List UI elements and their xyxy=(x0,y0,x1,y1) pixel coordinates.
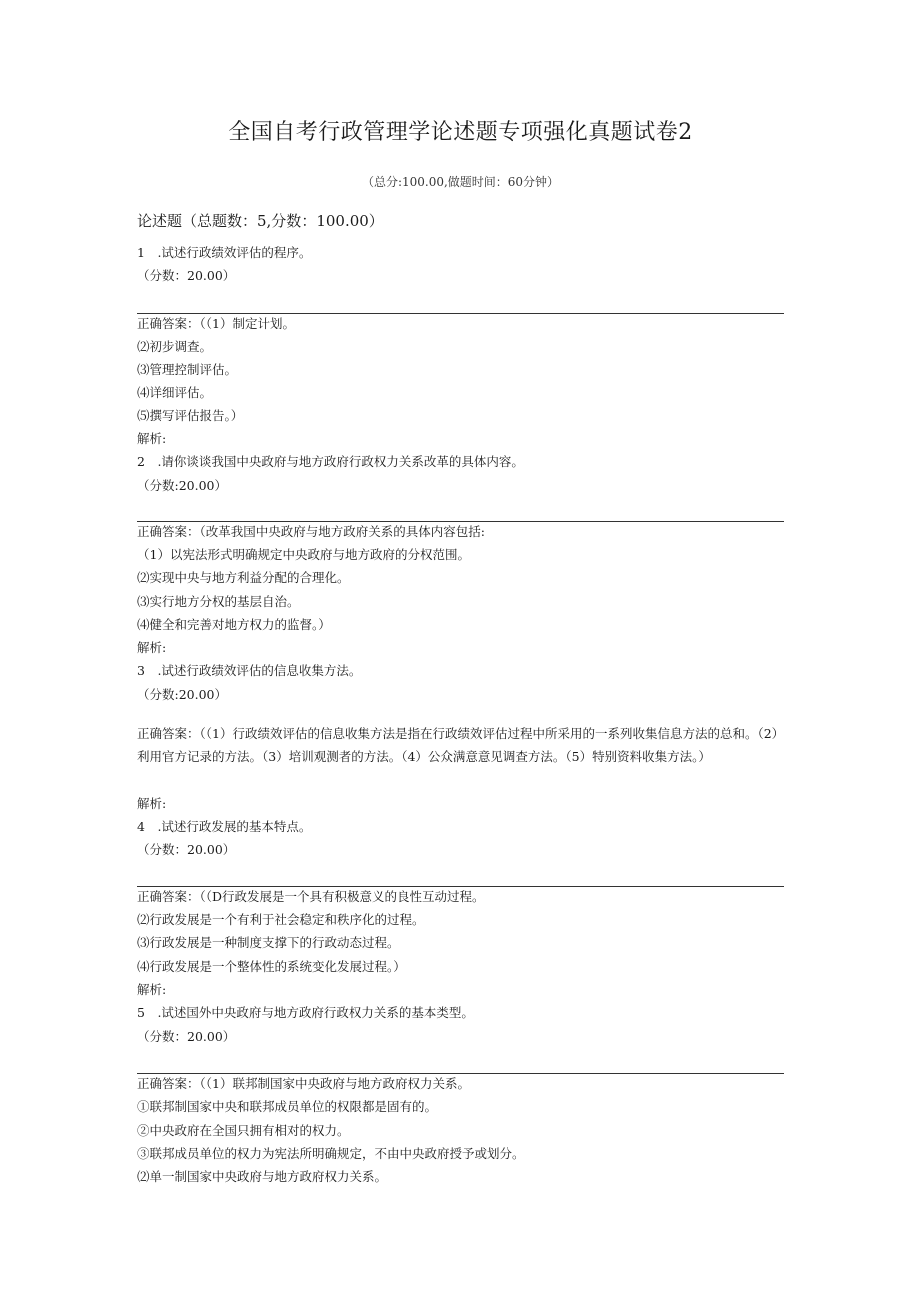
answer-4-line: ⑶行政发展是一种制度支撑下的行政动态过程。 xyxy=(137,935,400,950)
question-1-score: （分数：20.00） xyxy=(137,268,236,283)
answer-divider xyxy=(137,886,784,887)
answer-divider xyxy=(137,1073,784,1074)
question-3-score: （分数:20.00） xyxy=(137,687,227,702)
answer-4-line: ⑵行政发展是一个有利于社会稳定和秩序化的过程。 xyxy=(137,912,425,927)
answer-1-line: ⑸撰写评估报告。） xyxy=(137,408,244,423)
question-4-score: （分数：20.00） xyxy=(137,842,236,857)
document-title: 全国自考行政管理学论述题专项强化真题试卷2 xyxy=(228,120,693,145)
answer-2-line: （1）以宪法形式明确规定中央政府与地方政府的分权范围。 xyxy=(137,547,470,562)
question-4: 4 .试述行政发展的基本特点。 xyxy=(137,819,312,834)
section-heading: 论述题（总题数：5,分数：100.00） xyxy=(137,212,384,230)
answer-divider xyxy=(137,521,784,522)
answer-1-line: ⑵初步调查。 xyxy=(137,339,213,354)
answer-5-line: ⑵单一制国家中央政府与地方政府权力关系。 xyxy=(137,1169,388,1184)
answer-4-line: 正确答案：（（D行政发展是一个具有积极意义的良性互动过程。 xyxy=(137,889,485,904)
question-2-score: （分数:20.00） xyxy=(137,478,227,493)
answer-2-line: ⑶实行地方分权的基层自治。 xyxy=(137,594,300,609)
answer-5-line: ③联邦成员单位的权力为宪法所明确规定，不由中央政府授予或划分。 xyxy=(137,1146,525,1161)
answer-5-line: ①联邦制国家中央和联邦成员单位的权限都是固有的。 xyxy=(137,1099,438,1114)
analysis-3: 解析: xyxy=(137,796,167,811)
answer-2-line: 正确答案：（改革我国中央政府与地方政府关系的具体内容包括: xyxy=(137,524,485,539)
exam-info: （总分:100.00,做题时间：60分钟） xyxy=(361,175,560,189)
answer-2-line: ⑵实现中央与地方利益分配的合理化。 xyxy=(137,570,350,585)
answer-1-line: 正确答案：（（1）制定计划。 xyxy=(137,316,295,331)
answer-1-line: ⑶管理控制评估。 xyxy=(137,362,238,377)
analysis-2: 解析: xyxy=(137,640,167,655)
analysis-1: 解析: xyxy=(137,431,167,446)
answer-1-line: ⑷详细评估。 xyxy=(137,385,213,400)
answer-5-line: ②中央政府在全国只拥有相对的权力。 xyxy=(137,1123,350,1138)
answer-2-line: ⑷健全和完善对地方权力的监督。） xyxy=(137,617,331,632)
answer-3-paragraph: 正确答案：（（1）行政绩效评估的信息收集方法是指在行政绩效评估过程中所采用的一系列收集信息方法的总和。（2）利用官方记录的方法。（3）培训观测者的方法。（4）公众满意意见调查方法。（5）特别资料收集方法。） xyxy=(137,726,778,764)
question-5: 5 .试述国外中央政府与地方政府行政权力关系的基本类型。 xyxy=(137,1005,474,1020)
question-1: 1 .试述行政绩效评估的程序。 xyxy=(137,245,312,260)
question-3: 3 .试述行政绩效评估的信息收集方法。 xyxy=(137,663,362,678)
answer-divider xyxy=(137,313,784,314)
analysis-4: 解析: xyxy=(137,982,167,997)
question-5-score: （分数：20.00） xyxy=(137,1029,236,1044)
answer-4-line: ⑷行政发展是一个整体性的系统变化发展过程。） xyxy=(137,959,406,974)
answer-5-line: 正确答案：（（1）联邦制国家中央政府与地方政府权力关系。 xyxy=(137,1076,470,1091)
question-2: 2 .请你谈谈我国中央政府与地方政府行政权力关系改革的具体内容。 xyxy=(137,454,524,469)
